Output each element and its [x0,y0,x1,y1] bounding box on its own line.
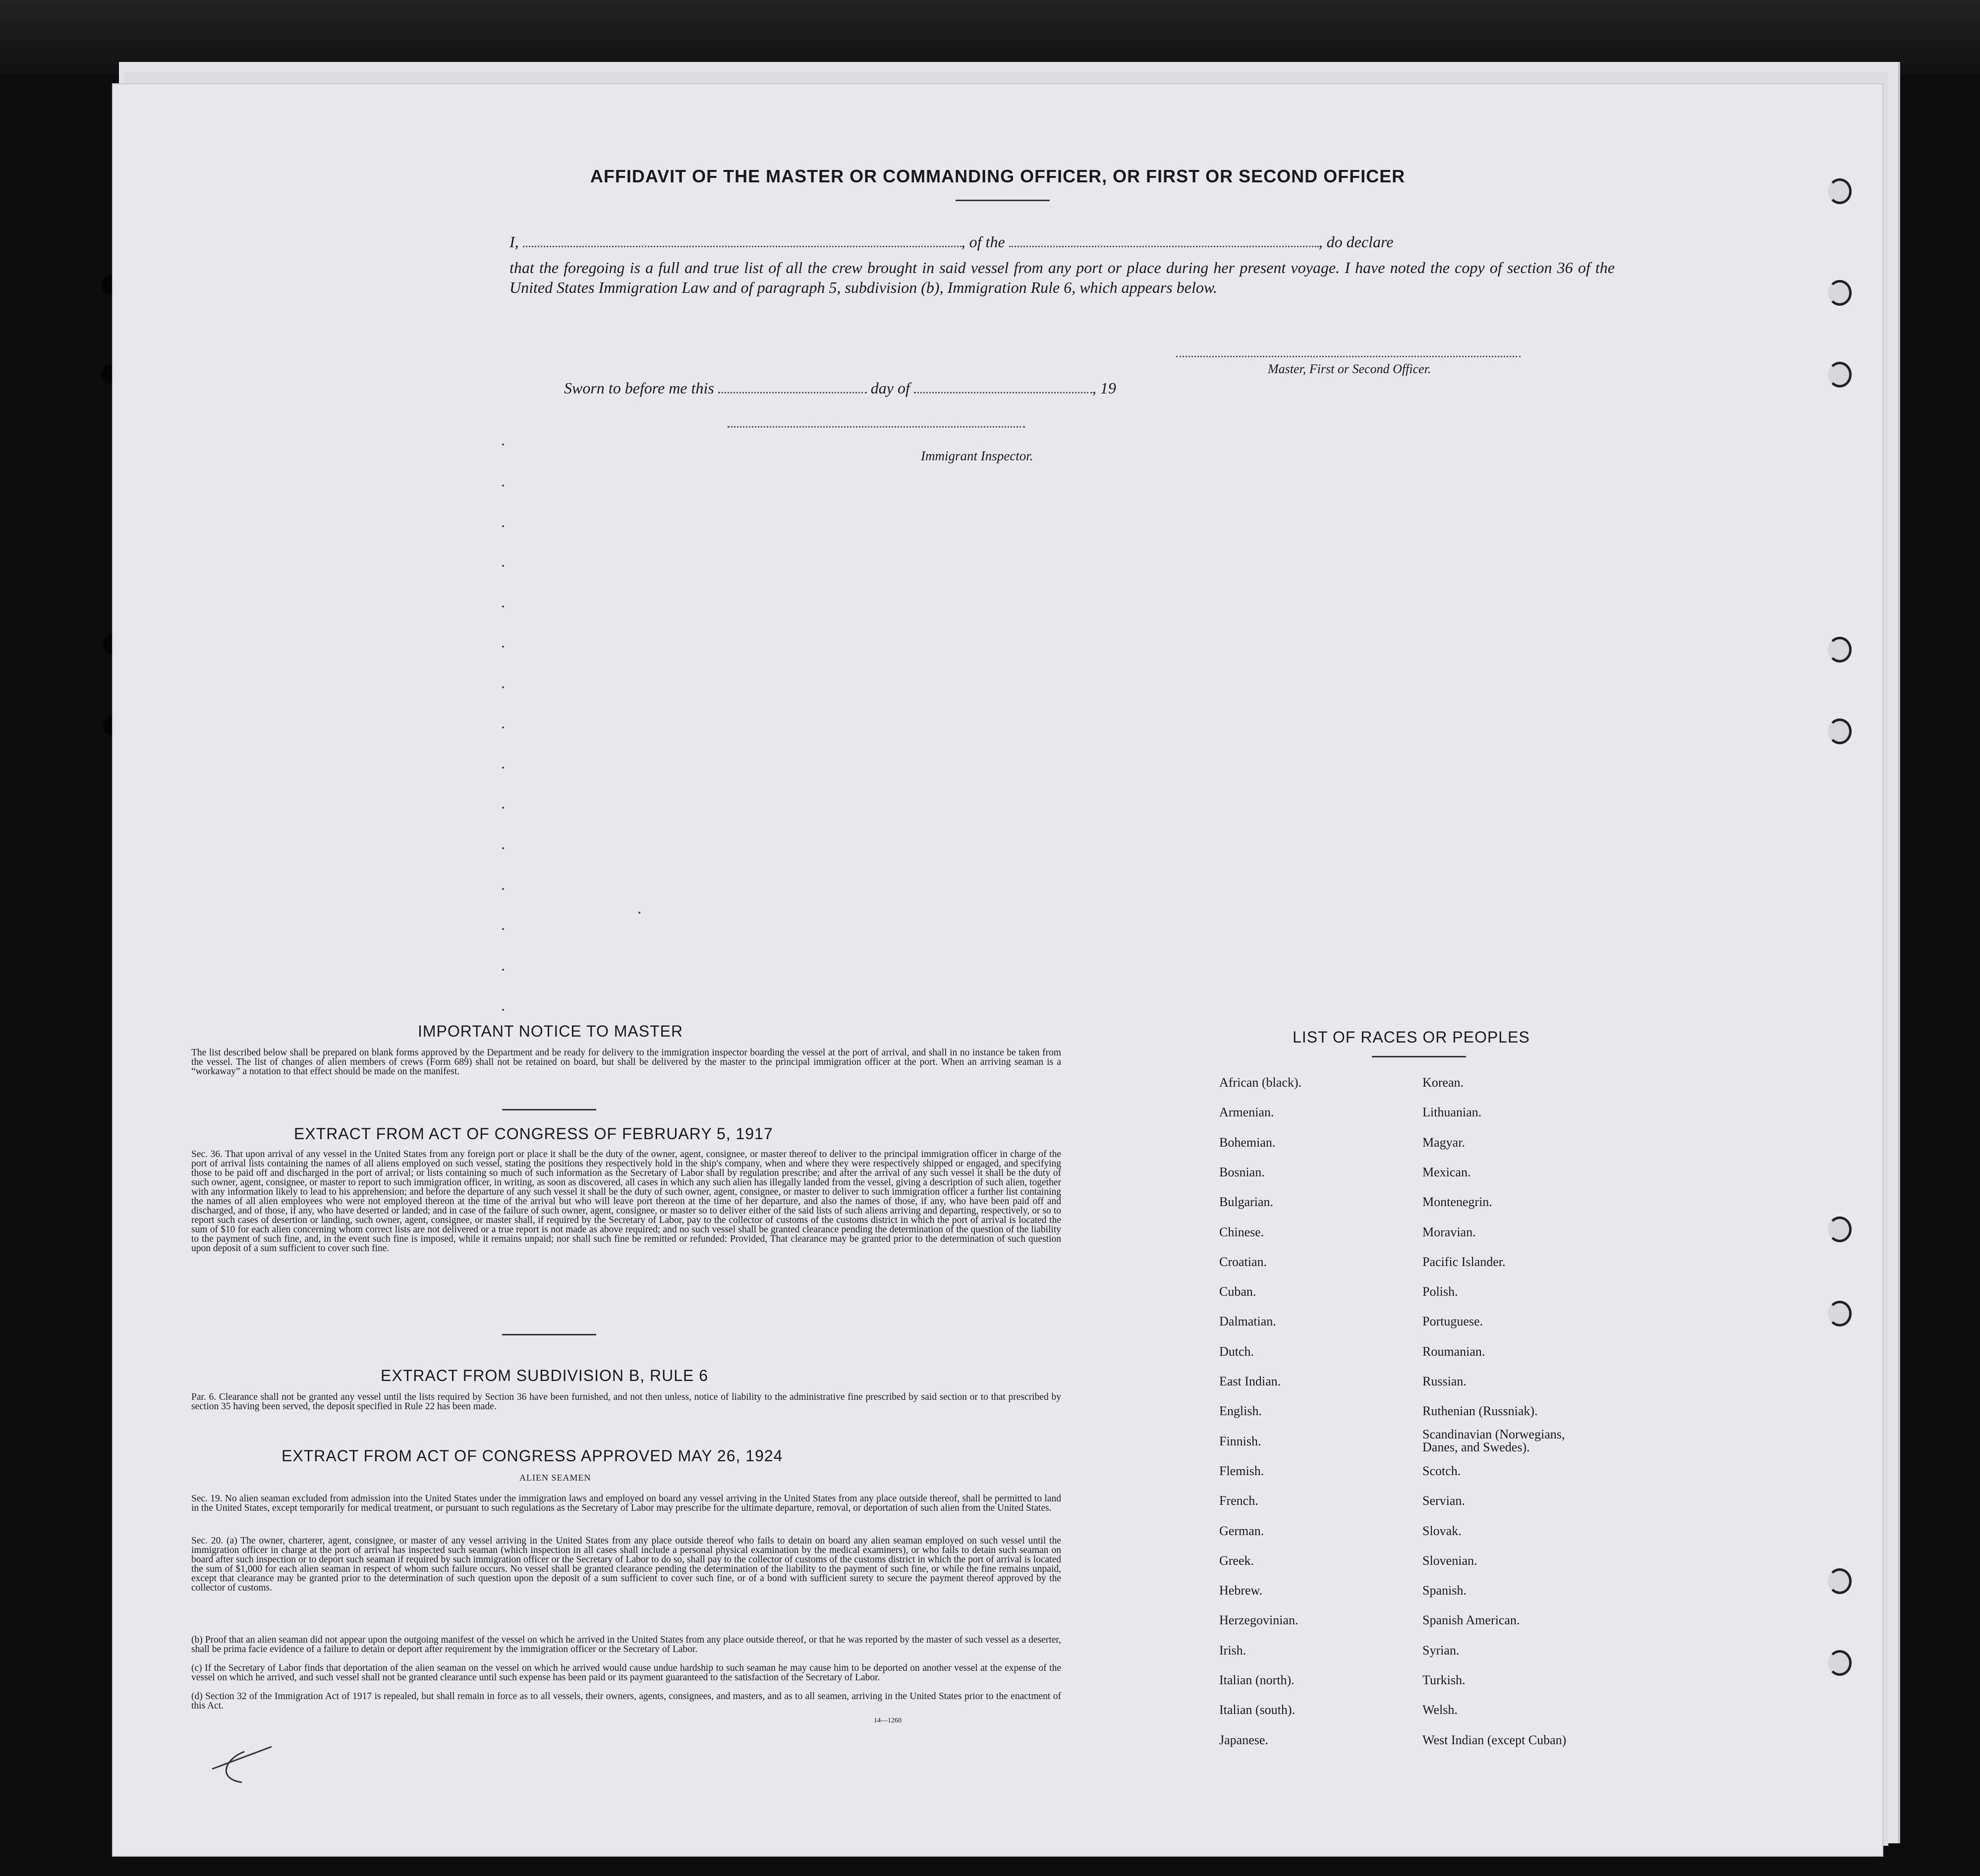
race-item: Flemish. [1219,1463,1264,1478]
race-item: Scandinavian (Norwegians, Danes, and Swedes). [1422,1427,1565,1454]
row-dot [502,969,504,971]
race-item: Pacific Islander. [1422,1254,1506,1269]
race-item: French. [1219,1493,1258,1508]
extract-1917-text: Sec. 36. That upon arrival of any vessel in the United States from any foreign port or place it shall be the duty of the owner, agent, consignee, or master thereof to deliver to the principal immigration officer in charge of the port of arrival lists containing the names of all aliens employed on such vessel, stating the positions they respectively hold in the ship's company, when and where they were respectively shipped or engaged, and specifying those to be paid off and discharged in the port of arrival; or lists containing so much of such information as the Secretary of Labor shall by regulation prescribe; and after the arrival of any such vessel it shall be the duty of such owner, agent, consignee, or master to report to such immigration officer, in writing, as soon as discovered, all cases in which any such alien has illegally landed from the vessel, giving a description of such alien, together with any information likely to lead to his apprehension; and before the departure of any such vessel it shall be the duty of such owner, agent, consignee, or master to deliver to such immigration officer a further list containing the names of all alien employees who were not employed thereon at the time of the arrival but who will leave port thereon at the time of her departure, and also the names of those, if any, who have been paid off and discharged, and of those, if any, who have deserted or landed; and in case of the failure of such owner, agent, consignee, or master so to deliver either of the said lists of such aliens arriving and departing, respectively, or so to report such cases of desertion or landing, such owner, agent, consignee, or master shall, if required by the Secretary of Labor, pay to the collector of customs of the customs district in which the port of arrival is located the sum of $10 for each alien concerning whom correct lists are not delivered or a true report is not made as above required; and no such vessel shall be granted clearance pending the determination of the question of the liability to the payment of such fine, and, in the event such fine is imposed, while it remains unpaid; nor shall such fine be remitted or refunded: Provided, That clearance may be granted prior to the determination of such question upon deposit of a sum sufficient to cover such fine. [191,1149,1061,1254]
title-rule [1372,1056,1466,1057]
race-item: Armenian. [1219,1105,1274,1120]
pen-mark [207,1742,277,1786]
name-blank [523,246,962,247]
race-item: Irish. [1219,1643,1246,1657]
day-blank [718,392,867,393]
declaration-line [509,233,1615,251]
race-item: Montenegrin. [1422,1195,1492,1210]
document-page [113,84,1882,1856]
row-dot [502,928,504,930]
race-item: Bulgarian. [1219,1195,1274,1210]
row-dot [502,565,504,567]
inspector-label: Immigrant Inspector. [921,448,1033,463]
race-item: Mexican. [1422,1164,1471,1179]
race-item: Japanese. [1219,1732,1268,1747]
race-item: Greek. [1219,1553,1254,1568]
punch-hole [1828,637,1852,662]
race-item: African (black). [1219,1075,1302,1090]
race-item: Turkish. [1422,1673,1466,1687]
row-dot [638,912,640,914]
extract-1924-title: EXTRACT FROM ACT OF CONGRESS APPROVED MAY 26, 1924 [282,1447,783,1465]
punch-hole [1828,1568,1852,1594]
race-item: Polish. [1422,1284,1458,1299]
declaration-body: that the foregoing is a full and true list of all the crew brought in said vessel from any port or place during her present voyage. I have noted the copy of section 36 of the United States Immigration Law and of paragraph 5, subdivision (b), Immigration Rule 6, which appears below. [509,259,1615,296]
signature-blank [1176,356,1521,357]
race-item: Magyar. [1422,1135,1465,1150]
race-item: Chinese. [1219,1224,1264,1239]
row-dot [502,847,504,849]
race-item: Spanish American. [1422,1613,1520,1628]
punch-hole [1828,1216,1852,1242]
extract-rule6-text: Par. 6. Clearance shall not be granted any vessel until the lists required by Section 36 have been furnished, and not then unless, notice of liability to the administrative fine prescribed by said section or to that prescribed by section 35 having been served, the deposit specified in Rule 22 has been made. [191,1392,1061,1412]
race-item: Dalmatian. [1219,1314,1276,1329]
row-dot [502,726,504,728]
race-item: German. [1219,1523,1264,1538]
row-dot [502,646,504,648]
punch-hole [1828,362,1852,387]
punch-hole [1828,1301,1852,1326]
punch-hole [1828,1650,1852,1676]
race-item: West Indian (except Cuban) [1422,1732,1567,1747]
sworn-prefix: Sworn to before me this [564,379,714,397]
vessel-blank [1009,246,1319,247]
punch-hole [1828,718,1852,744]
form-number: 14—1260 [874,1717,902,1724]
race-item: English. [1219,1404,1262,1419]
race-item: Spanish. [1422,1583,1467,1598]
month-blank [914,392,1092,393]
notice-text: The list described below shall be prepared on blank forms approved by the Department and be ready for delivery to the immigration inspector boarding the vessel at the port of arrival, and shall in no instance be taken from the vessel. The list of changes of alien members of crews (Form 689) shall not be retained on board, but shall be delivered by the master to the principal immigration officer at the port. When an arriving seaman is a “workaway” a notation to that effect should be made on the manifest. [191,1048,1061,1077]
year-prefix: , 19 [1092,379,1116,397]
race-item: Scotch. [1422,1463,1461,1478]
race-item: East Indian. [1219,1374,1281,1388]
race-item: Hebrew. [1219,1583,1263,1598]
title-rule [956,200,1050,201]
race-item: Bohemian. [1219,1135,1276,1150]
race-item: Ruthenian (Russniak). [1422,1404,1538,1419]
row-dot [502,888,504,890]
inspector-blank [728,426,1025,428]
extract-1924-sec20c: (c) If the Secretary of Labor finds that deportation of the alien seaman on the vessel on which he arrived would cause undue hardship to such seaman he may cause him to be deported on another vessel at the expense of the vessel on which he arrived, and such vessel shall not be granted clearance until such expense has been paid or its payment guaranteed to the satisfaction of the Secretary of Labor. [191,1663,1061,1683]
extract-1924-sec19: Sec. 19. No alien seaman excluded from admission into the United States under the immigration laws and employed on board any vessel arriving in the United States from any place outside thereof, shall be permitted to land in the United States, except temporarily for medical treatment, or pursuant to such regulations as the Secretary of Labor may prescribe for the ultimate departure, removal, or deportation of such alien from the United States. [191,1493,1061,1513]
race-item: Lithuanian. [1422,1105,1482,1120]
sworn-line [564,379,1116,397]
row-dot [502,606,504,607]
extract-1917-title: EXTRACT FROM ACT OF CONGRESS OF FEBRUARY 5, 1917 [294,1125,773,1143]
punch-hole [1828,280,1852,306]
declare-label: , do declare [1318,233,1394,251]
divider [502,1334,596,1335]
race-item: Cuban. [1219,1284,1256,1299]
row-dot [502,485,504,487]
race-item: Welsh. [1422,1703,1458,1717]
race-item: Bosnian. [1219,1164,1265,1179]
row-dot [502,443,504,445]
signature-label: Master, First or Second Officer. [1268,362,1431,376]
extract-1924-sec20a: Sec. 20. (a) The owner, charterer, agent, consignee, or master of any vessel arriving in the United States from any place outside thereof who fails to detain on board any alien seaman employed on such vessel until the immigration officer in charge at the port of arrival has inspected such seaman (which inspection in all cases shall include a personal physical examination by the medical examiners), or who fails to detain such seaman on board after such inspection or to deport such seaman if required by such immigration officer or the Secretary of Labor to do so, shall pay to the collector of customs of the customs district in which the port of arrival is located the sum of $1,000 for each alien seaman in respect of whom such failure occurs. No vessel shall be granted clearance pending the determination of the liability to the payment of such fine, or while the fine remains unpaid, except that clearance may be granted prior to the determination of such question upon the deposit of a sum sufficient to cover such fine, or of a bond with sufficient surety to secure the payment thereof approved by the collector of customs. [191,1536,1061,1593]
race-item: Slovak. [1422,1523,1462,1538]
extract-1924-sec20d: (d) Section 32 of the Immigration Act of 1917 is repealed, but shall remain in force as to all vessels, their owners, agents, consignees, and masters, and as to all seamen, arriving in the United States prior to the enactment of this Act. [191,1691,1061,1711]
race-item: Slovenian. [1422,1553,1477,1568]
race-item: Portuguese. [1422,1314,1483,1329]
race-item: Dutch. [1219,1344,1254,1359]
race-item: Korean. [1422,1075,1464,1090]
race-item: Servian. [1422,1493,1465,1508]
races-title: LIST OF RACES OR PEOPLES [1293,1028,1530,1046]
row-dot [502,1009,504,1011]
day-of-label: day of [870,379,910,397]
affidavit-title: AFFIDAVIT OF THE MASTER OR COMMANDING OFFICER, OR FIRST OR SECOND OFFICER [590,166,1406,186]
race-item: Herzegovinian. [1219,1613,1299,1628]
row-dot [502,767,504,769]
row-dot [502,525,504,527]
race-item: Croatian. [1219,1254,1267,1269]
notice-title: IMPORTANT NOTICE TO MASTER [418,1022,683,1040]
row-dot [502,686,504,688]
race-item: Syrian. [1422,1643,1460,1657]
race-item: Moravian. [1422,1224,1476,1239]
of-the-label: , of the [961,233,1005,251]
race-item: Italian (north). [1219,1673,1295,1687]
race-item: Finnish. [1219,1434,1261,1448]
race-item: Italian (south). [1219,1703,1296,1717]
race-item: Russian. [1422,1374,1467,1388]
extract-1924-sec20b: (b) Proof that an alien seaman did not appear upon the outgoing manifest of the vessel on which he arrived in the United States from any place outside thereof, or that he was reported by the master of such vessel as a deserter, shall be prima facie evidence of a failure to detain or deport after requirement by the immigration officer or the Secretary of Labor. [191,1635,1061,1655]
declarant-pronoun: I, [509,233,519,251]
race-item: Roumanian. [1422,1344,1485,1359]
extract-1924-subtitle: ALIEN SEAMEN [519,1473,591,1483]
extract-rule6-title: EXTRACT FROM SUBDIVISION B, RULE 6 [381,1367,709,1384]
row-dot [502,807,504,809]
divider [502,1109,596,1110]
